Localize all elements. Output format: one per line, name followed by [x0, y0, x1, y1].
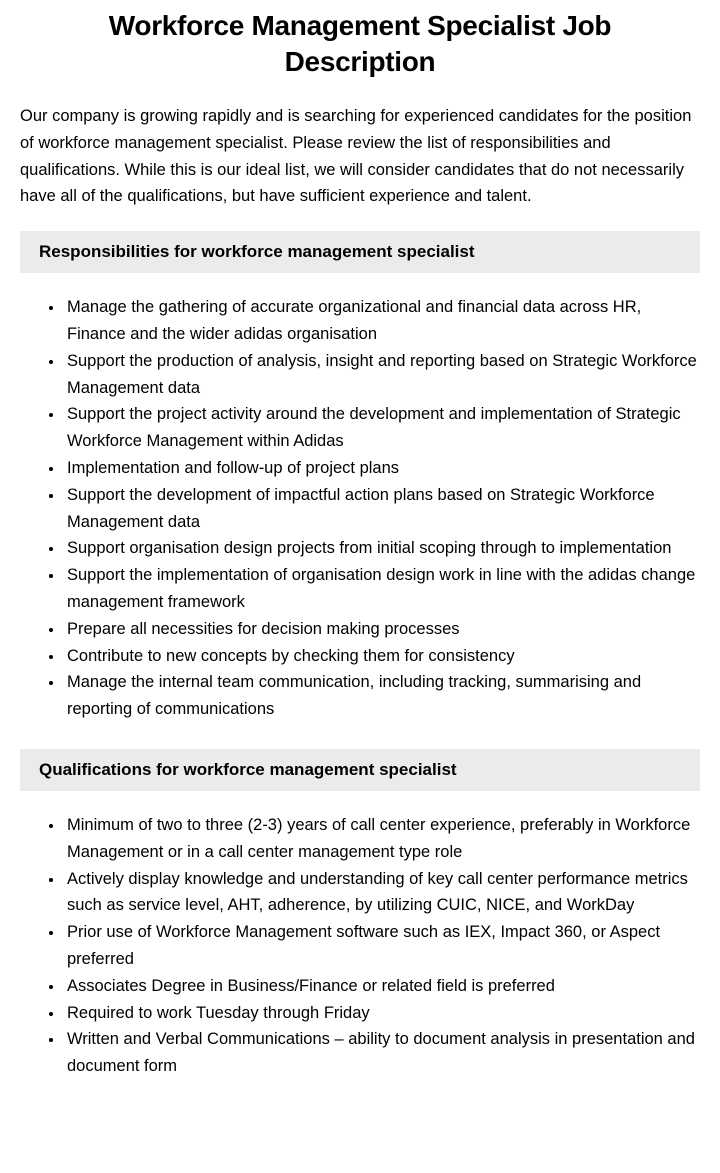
responsibilities-section-heading: Responsibilities for workforce management specialist: [20, 231, 700, 273]
intro-paragraph: Our company is growing rapidly and is searching for experienced candidates for the position of workforce management specialist. Please review the list of responsibilities and qualifications. While this is our ideal list, we will consider candidates that do not necessarily have all of the qualifications, but have sufficient experience and talent.: [20, 107, 692, 206]
list-item: • Contribute to new concepts by checking them for consistency: [64, 643, 700, 670]
page-title: Workforce Management Specialist Job Description: [108, 10, 612, 77]
qualifications-section: [20, 749, 700, 1080]
list-item: • Actively display knowledge and understanding of key call center performance metrics such as service level, AHT, adherence, by utilizing CUIC, NICE, and WorkDay: [64, 866, 700, 920]
list-item: • Required to work Tuesday through Friday: [64, 1000, 700, 1027]
qualifications-list: [20, 812, 700, 1080]
list-item: • Support the implementation of organisation design work in line with the adidas change management framework: [64, 562, 700, 616]
list-item: • Prepare all necessities for decision making processes: [64, 616, 700, 643]
list-item: • Manage the internal team communication, including tracking, summarising and reporting of communications: [64, 669, 700, 723]
list-item: • Support the project activity around the development and implementation of Strategic Workforce Management within Adidas: [64, 401, 700, 455]
list-item: • Minimum of two to three (2-3) years of call center experience, preferably in Workforce Management or in a call center management type role: [64, 812, 700, 866]
list-item: • Support organisation design projects from initial scoping through to implementation: [64, 535, 700, 562]
list-item: • Prior use of Workforce Management software such as IEX, Impact 360, or Aspect preferred: [64, 919, 700, 973]
responsibilities-section: [20, 231, 700, 723]
qualifications-section-heading: Qualifications for workforce management specialist: [20, 749, 700, 791]
list-item: • Support the production of analysis, insight and reporting based on Strategic Workforce Management data: [64, 348, 700, 402]
list-item: • Manage the gathering of accurate organizational and financial data across HR, Finance and the wider adidas organisation: [64, 294, 700, 348]
list-item: • Support the development of impactful action plans based on Strategic Workforce Management data: [64, 482, 700, 536]
list-item: • Written and Verbal Communications – ability to document analysis in presentation and document form: [64, 1026, 700, 1080]
responsibilities-list: [20, 294, 700, 723]
list-item: • Implementation and follow-up of project plans: [64, 455, 700, 482]
list-item: • Associates Degree in Business/Finance or related field is preferred: [64, 973, 700, 1000]
